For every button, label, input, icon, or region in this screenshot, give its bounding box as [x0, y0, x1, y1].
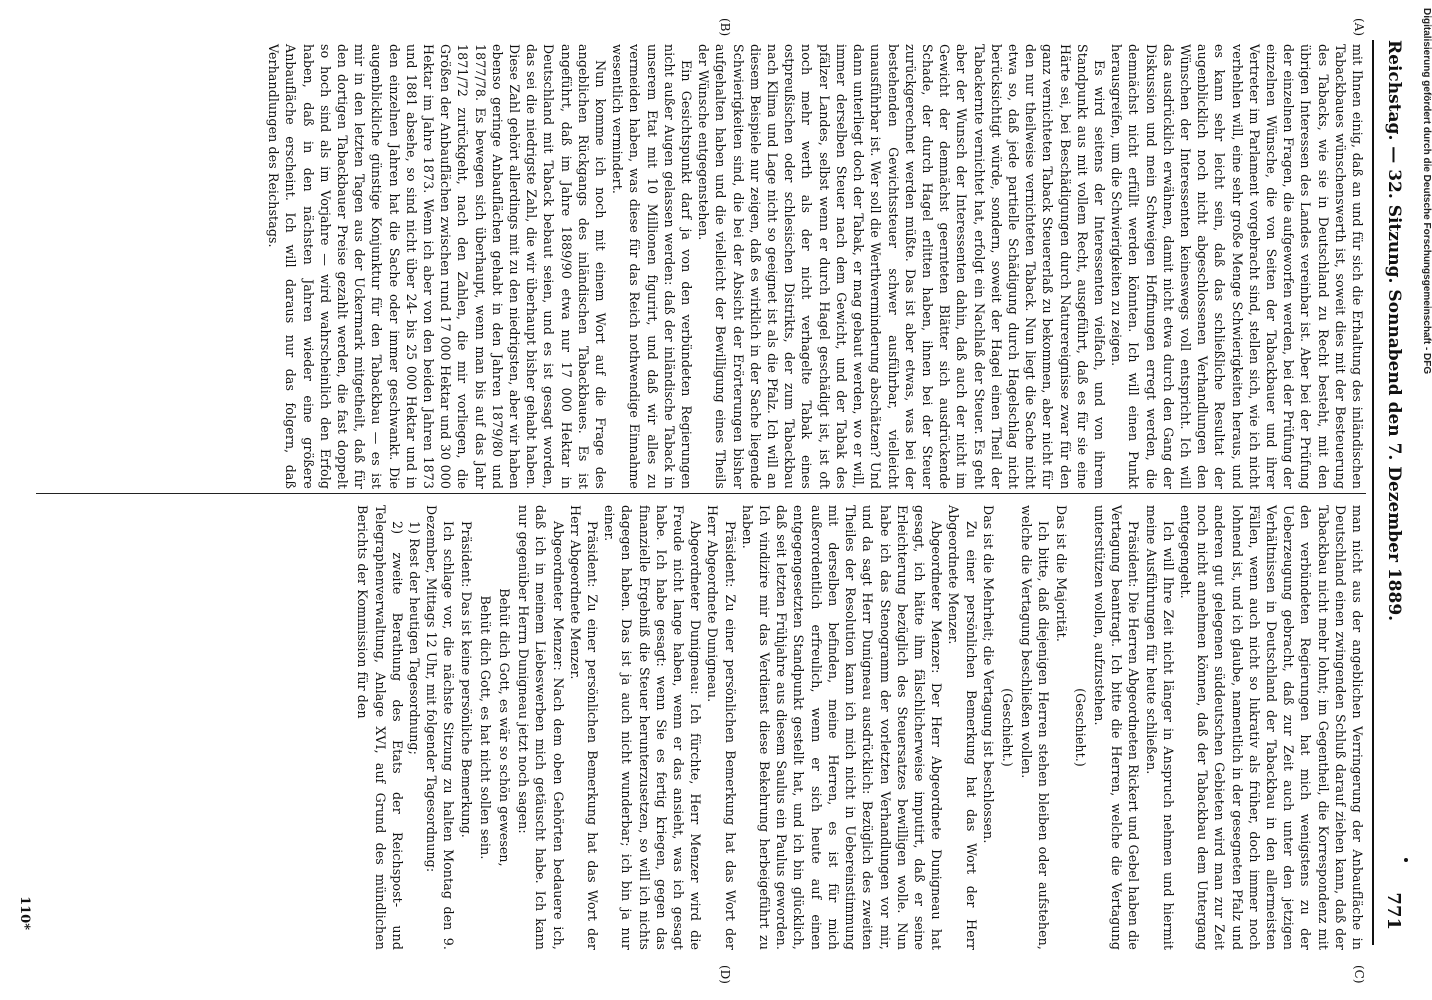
paragraph: Ich bitte, daß diejenigen Herren stehen bleiben oder aufstehen, welche die Vertagung beschließen wollen. [1019, 505, 1052, 950]
agenda-item: 1) Rest der heutigen Tagesordnung; [407, 521, 423, 755]
paragraph: Das ist die Mehrheit; die Vertagung ist beschlossen. [980, 505, 996, 844]
paragraph: Präsident: Das ist keine persönliche Bemerkung. [458, 521, 474, 838]
margin-marker-b: (B) [718, 18, 732, 37]
running-title: Reichstag. — 32. Sitzung. Sonnabend den 7. Dezember 1889. [1384, 40, 1404, 622]
stage-direction: (Geschieht.) [1072, 688, 1088, 767]
paragraph: Das ist die Majorität. [1053, 505, 1069, 642]
column-divider [36, 493, 1366, 494]
paragraph: Nun komme ich noch mit einem Wort auf die Frage des angeblichen Rückgangs des inländischen Tabackbaues. Es ist angeführt, daß im Jahre 1889/90 etwa nur 17 000 Hektar in Deutschland mit Taback bebaut seien, und es ist gesagt worden, das sei die niedrigste Zahl, die wir überhaupt bisher gehabt haben. Diese Zahl gehört allerdings mit zu den niedrigsten, aber wir haben ebenso geringe Anbauflächen gehabt in den Jahren 1879/80 und 1877/78. Es bewegen sich überhaupt, wenn man bis auf das Jahr 1871/72 zurückgeht, nach den Zahlen, die mir vorliegen, die Größen der Anbauflächen zwischen rund 17 000 Hektar und 30 000 Hektar im Jahre 1873. Wenn ich aber von den beiden Jahren 1873 und 1881 absehe, so sind nicht über 24- bis 25 000 Hektar und in den einzelnen Jahren hat die Sache oder immer geschwankt. Die augenblickliche günstige Konjunktur für den Tabackbau — es ist mir in den letzten Tagen aus der Uckermark mitgetheilt, daß für den dortigen Tabackbauer Preise gezahlt werden, die fast doppelt so hoch sind als im Vorjahre — wird wahrscheinlich den Erfolg haben, daß in den nächsten Jahren wieder eine größere Anbaufläche erscheint. Ich will daraus nur das folgern, daß Verhandlungen des Reichstags. [266, 44, 609, 489]
margin-marker-c: (C) [1352, 965, 1366, 984]
paragraph: man nicht aus der angeblichen Verringerung der Anbaufläche in Deutschland einen zwingenden Schluß darauf ziehen kann, daß der Tabackbau nicht mehr lohnt; im Gegentheil, die Korrespondenz mit den verbündeten Regierungen hat mich wenigstens zu der Ueberzeugung gebracht, daß zur Zeit auch unter den jetzigen Verhältnissen in Deutschland der Tabackbau in den allermeisten Fällen, wenn auch nicht so lukrativ als früher, doch immer noch lohnend ist, und ich glaube, namentlich in der gesegneten Pfalz und anderen gut gelegenen süddeutschen Gebieten wird man zur Zeit noch nicht annehmen können, daß der Tabackbau dem Untergang entgegengeht. [1177, 505, 1365, 950]
paragraph: Ein Gesichtspunkt darf ja von den verbündeten Regierungen nicht außer Augen gelassen werden: daß der inländische Taback in unserem Etat mit 10 Millionen figurirt, und daß wir alles zu vermeiden haben, was diese für das Reich nothwendige Einnahme wesentlich vermindert. [610, 44, 695, 489]
margin-marker-d: (D) [718, 965, 732, 984]
right-column [354, 505, 1366, 950]
verse-line: Behüt dich Gott, es wär so schön gewesen, [497, 588, 513, 867]
digitization-credit [1416, 8, 1432, 988]
credit-text: Digitalisierung gefördert durch die Deutsche Forschungsgemeinschaft - DFG [1421, 8, 1432, 375]
paragraph: Abgeordneter Menzer: Nach dem oben Gehörten bedauere ich, daß ich in meinem Liebeswerben mich getäuscht habe. Ich kann nur gegenüber Herrn Dunigneau jetzt noch sagen: [516, 505, 566, 950]
paragraph: Präsident: Zu einer persönlichen Bemerkung hat das Wort der Herr Abgeordnete Dunigneau. [705, 505, 738, 950]
paragraph: Zu einer persönlichen Bemerkung hat das Wort der Herr Abgeordnete Menzer. [946, 505, 979, 950]
margin-marker-a: (A) [1352, 18, 1366, 37]
paragraph: Es wird seitens der Interessenten vielfach, und von ihrem Standpunkt aus mit vollem Recht, ausgeführt, daß es für sie eine Härte sei, bei Beschädigungen durch Naturereignisse zwar für den ganz vernichteten Taback Steuererlaß zu bekommen, aber nicht für den nur theilweise vernichteten Taback. Nun liegt die Sache nicht etwa so, daß jede partielle Schädigung durch Hagelschlag nicht berücksichtigt würde, sondern, soweit der Hagel einen Theil der Tabackernte vernichtet hat, erfolgt ein Nachlaß der Steuer. Es geht aber der Wunsch der Interessenten dahin, daß auch der nicht im Gewicht der demnächst geernteten Blätter sich ausdrückende Schade, der durch Hagel erlitten haben, ihnen bei der Steuer zurückgerechnet werden müßte. Das ist aber etwas, was bei der bestehenden Gewichtssteuer schwer ausführbar, vielleicht unausführbar ist. Wer soll die Werthverminderung abschätzen? Und dann unterliegt doch der Tabak, er mag gebaut werden, wo er will, immer derselben Steuer nach dem Gewicht, und der Tabak des pfälzer Landes, selbst wenn er durch Hagel geschädigt ist, ist oft noch mehr werth als der nicht verhagelte Tabak eines ostpreußischen oder schlesischen Distrikts, der zum Tabackbau nach Klima und Lage nicht so geeignet ist als die Pfalz. Ich will an diesem Beispiele nur zeigen, daß es wirklich in der Sache liegende Schwierigkeiten sind, die bei der Absicht der Erörterungen bisher aufgehalten haben und die vielleicht der Bewilligung eines Theils der Wünsche entgegenstehen. [696, 44, 1107, 489]
running-header [1374, 40, 1404, 940]
scan-dot [1404, 858, 1408, 862]
stage-direction: (Geschieht.) [999, 688, 1015, 767]
paragraph: mit Ihnen einig, daß an und für sich die Erhaltung des inländischen Tabackbaues wünschenswerth ist, soweit dies mit der Besteuerung des Tabacks, wie sie in Deutschland zu Recht besteht, mit den übrigen Interessen des Landes vereinbar ist. Aber bei der Prüfung der einzelnen Fragen, die aufgeworfen werden, bei der Prüfung der einzelnen Wünsche, die von Seiten der Tabackbauer und ihrer Vertreter im Parlament vorgebracht sind, stellen sich, wie ich nicht verhehlen will, eine sehr große Menge Schwierigkeiten heraus, und es kann sehr leicht sein, daß das schließliche Resultat der augenblicklich noch nicht abgeschlossenen Verhandlungen den Wünschen der Interessenten keineswegs voll entspricht. Ich will das ausdrücklich erwähnen, damit nicht etwa durch den Gang der Diskussion und mein Schweigen Hoffnungen erregt werden, die demnächst nicht erfüllt werden könnten. Ich will einen Punkt herausgreifen, um die Schwierigkeiten zu zeigen. [1109, 44, 1365, 489]
agenda-item: 2) zweite Berathung des Etats der Reichspost- und Telegraphenverwaltung, Anlage XVI, auf Grund des mündlichen Berichts der Kommission für den [355, 505, 405, 950]
verse-line: Behüt dich Gott, es hat nicht sollen sein. [477, 595, 493, 860]
page-number: 771 [1383, 892, 1404, 930]
paragraph: Abgeordneter Menzer: Der Herr Abgeordnete Dunigneau hat gesagt, ich hätte ihm fälschlicherweise imputirt, daß er seine Erleichterung bezüglich des Steuersatzes bewilligen wolle. Nun habe ich das Stenogramm der vorletzten Verhandlungen vor mir, und da sagt Herr Dunigneau ausdrücklich: Bezüglich des zweiten Theiles der Resolution kann ich mich nicht in Uebereinstimmung mit derselben befinden, meine Herren, es ist für mich außerordentlich erfreulich, wenn er sich heute auf einen entgegengesetzten Standpunkt gestellt hat, und ich bin glücklich, daß seit letzten Frühjahre aus diesem Saulus ein Paulus geworden. Ich vindizire mir das Verdienst diese Bekehrung herbeigeführt zu haben. [739, 505, 945, 950]
paragraph: Abgeordneter Dunigneau: Ich fürchte, Herr Menzer wird die Freude nicht lange haben, wenn er das ansieht, was ich gesagt habe. Ich habe gesagt: wenn Sie es fertig kriegen, gegen das finanzielle Ergebniß die Steuer herunterzusetzen, so will ich nichts dagegen haben. Das ist ja auch nicht wunderbar; ich bin ja nur einer. [602, 505, 704, 950]
paragraph: Präsident: Zu einer persönlichen Bemerkung hat das Wort der Herr Abgeordnete Menzer. [567, 505, 601, 950]
header-rule [1372, 40, 1374, 945]
signature-mark: 110* [17, 896, 32, 930]
left-column [265, 44, 1366, 489]
paragraph: Ich will Ihre Zeit nicht länger in Anspruch nehmen und hiermit meine Ausführungen für heute schließen. [1143, 505, 1176, 950]
paragraph: Präsident: Die Herren Abgeordneten Rickert und Gebel haben die Vertagung beantragt. Ich bitte die Herren, welche die Vertagung unterstützen wollen, aufzustehen. [1091, 505, 1142, 950]
paragraph: Ich schlage vor, die nächste Sitzung zu halten Montag den 9. Dezember, Mittags 12 Uhr, mit folgender Tagesordnung: [424, 505, 457, 950]
